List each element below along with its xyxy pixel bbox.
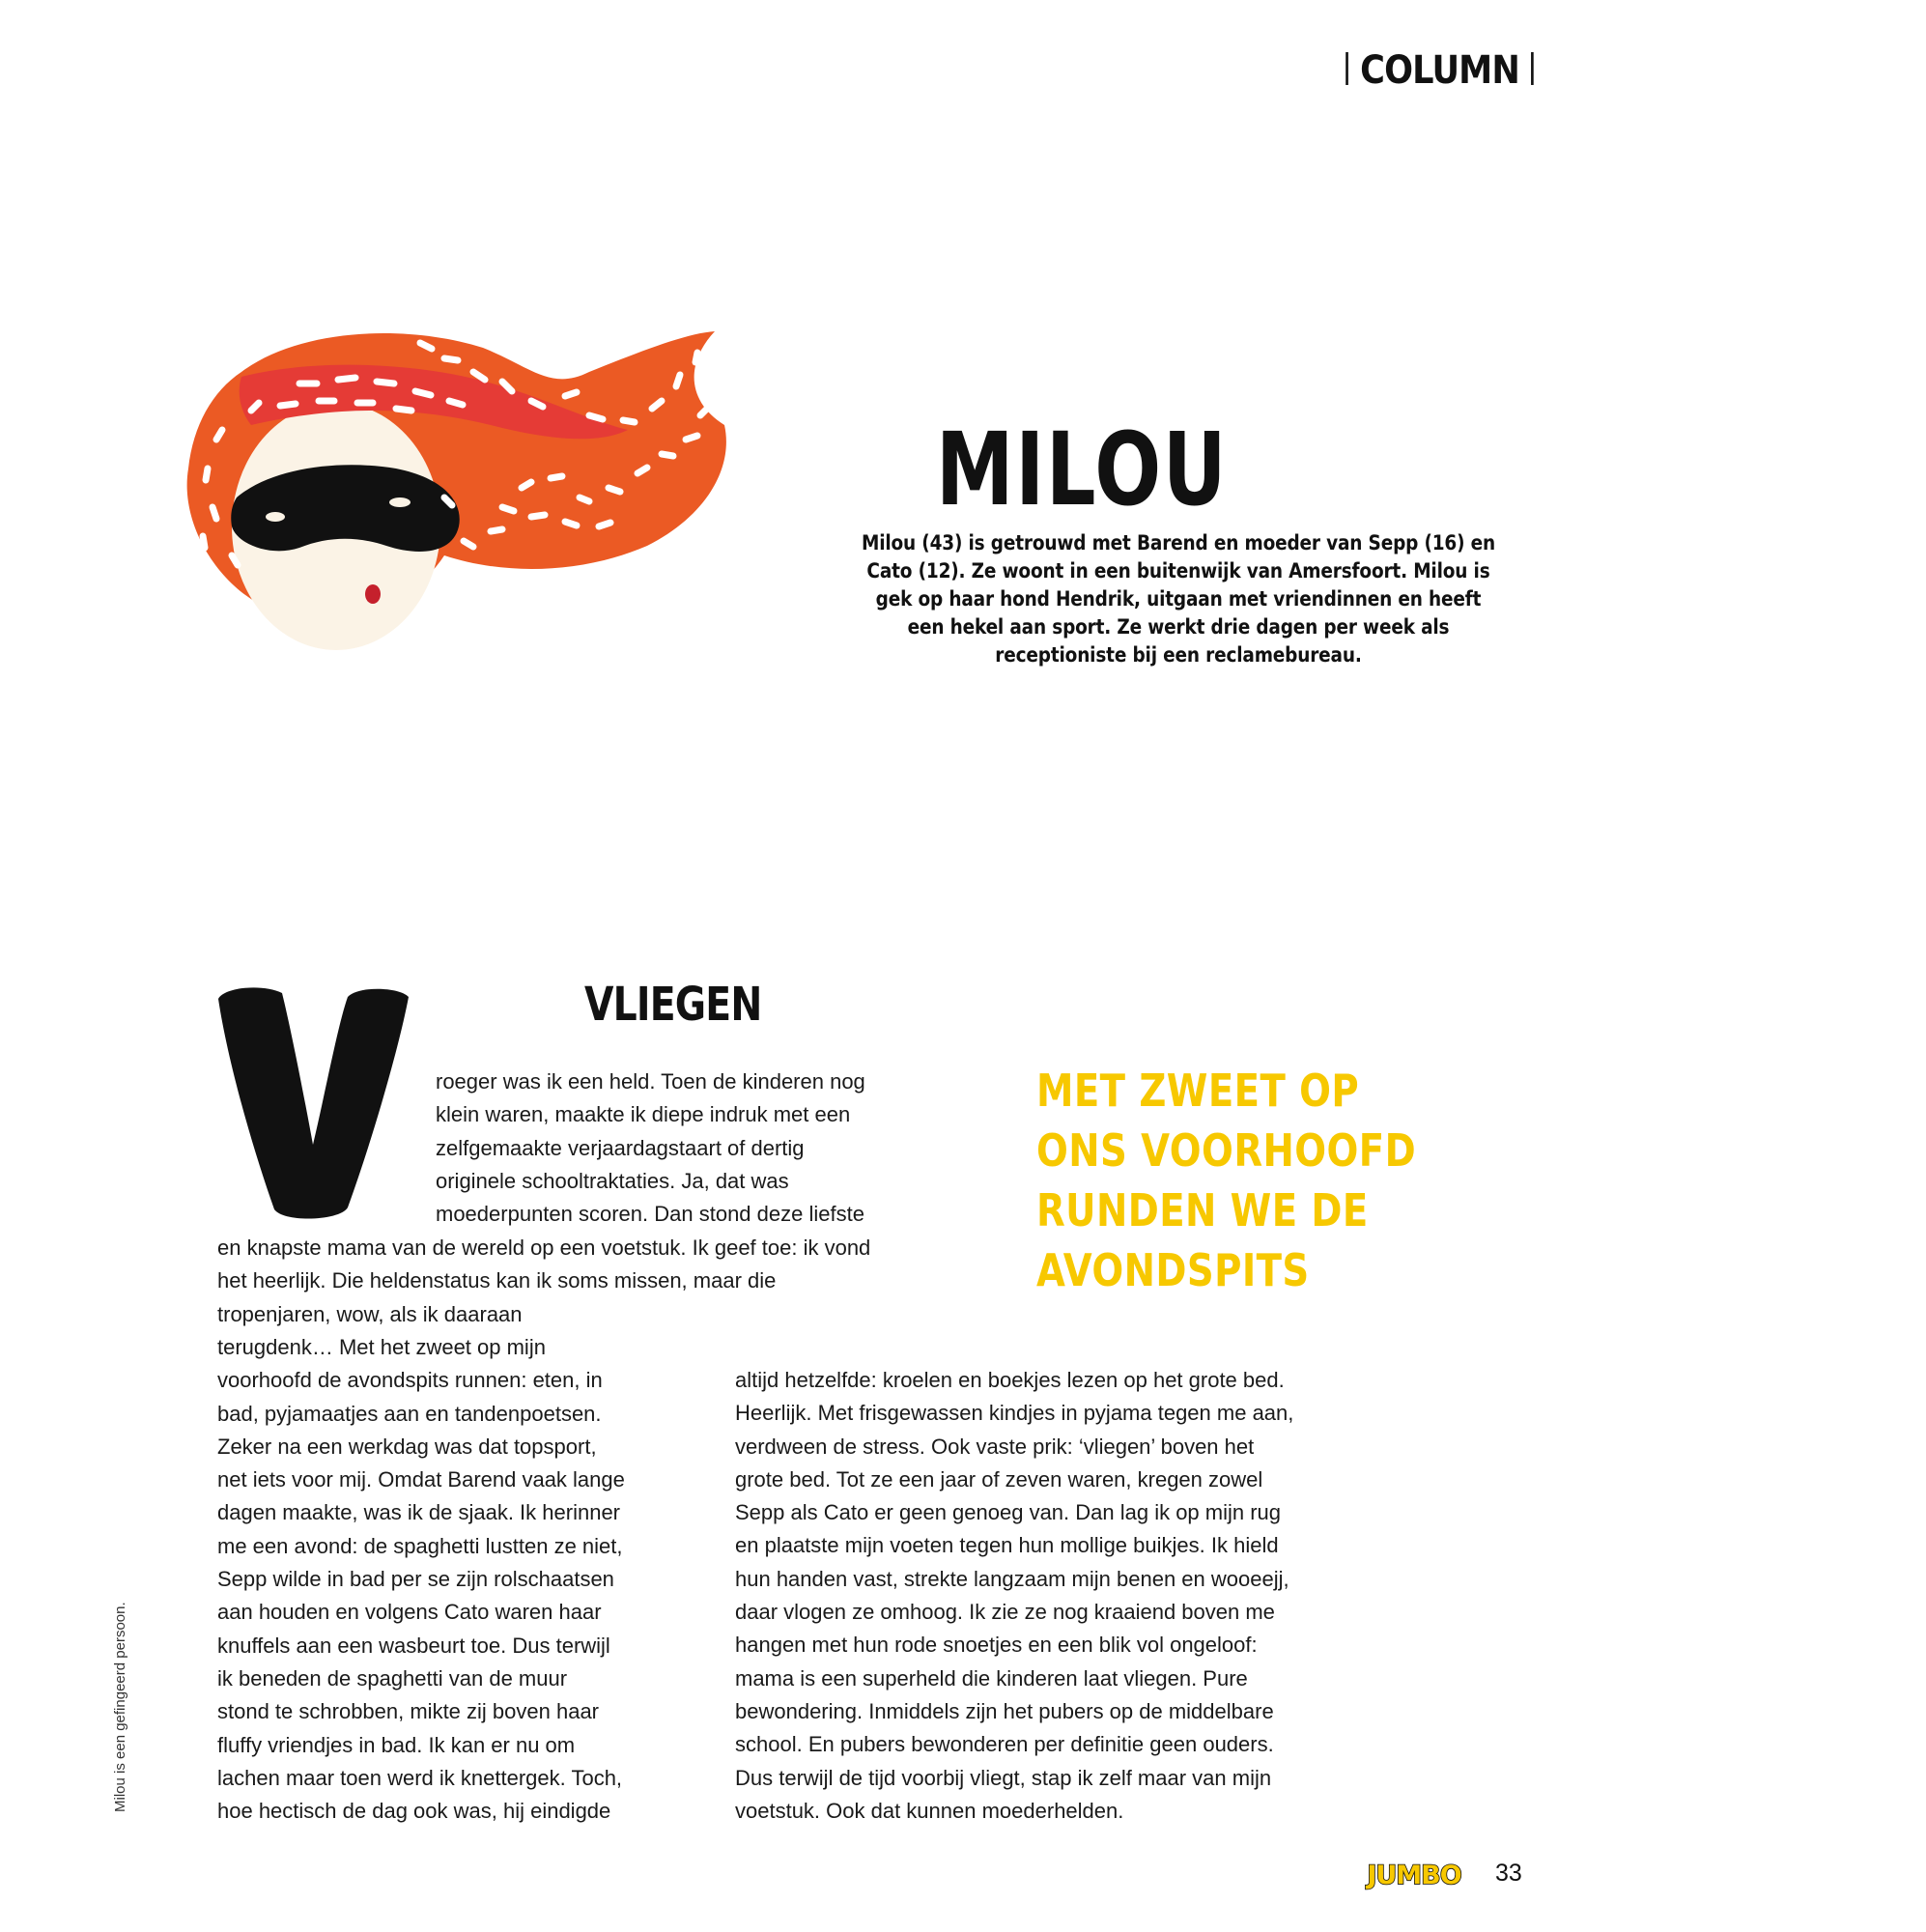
- svg-text:V: V: [214, 973, 225, 989]
- text-line: en knapste mama van de wereld op een voetstuk. Ik geef toe: ik vond: [217, 1236, 871, 1260]
- divider-right: [1531, 52, 1534, 85]
- text-line: Dus terwijl de tijd voorbij vliegt, stap ik zelf maar van mijn: [735, 1765, 1272, 1790]
- text-line: klein waren, maakte ik diepe indruk met een: [436, 1102, 851, 1127]
- text-line: voorhoofd de avondspits runnen: eten, in: [217, 1368, 603, 1393]
- text-line: school. En pubers bewonderen per definitie geen ouders.: [735, 1732, 1274, 1757]
- text-line: Sepp wilde in bad per se zijn rolschaatsen: [217, 1567, 614, 1592]
- bio-line: een hekel aan sport. Ze werkt drie dagen per week als: [907, 615, 1450, 639]
- text-line: knuffels aan een wasbeurt toe. Dus terwijl: [217, 1633, 610, 1658]
- article-left-column: [217, 1331, 625, 1828]
- text-line: bewondering. Inmiddels zijn het pubers op de middelbare: [735, 1698, 1274, 1723]
- text-line: hun handen vast, strekte langzaam mijn benen en wooeejj,: [735, 1566, 1289, 1591]
- profile-bio: [834, 529, 1523, 669]
- text-line: zelfgemaakte verjaardagstaart of dertig: [436, 1135, 805, 1160]
- text-line: aan houden en volgens Cato waren haar: [217, 1600, 602, 1625]
- pull-quote: [1036, 1061, 1416, 1300]
- text-line: lachen maar toen werd ik knettergek. Toch,: [217, 1765, 623, 1790]
- article-intro-continued: [217, 1232, 870, 1331]
- text-line: mama is een superheld die kinderen laat vliegen. Pure: [735, 1665, 1248, 1690]
- text-line: Heerlijk. Met frisgewassen kindjes in pyjama tegen me aan,: [735, 1401, 1294, 1426]
- text-line: me een avond: de spaghetti lustten ze niet,: [217, 1533, 623, 1558]
- text-line: bad, pyjamaatjes aan en tandenpoetsen.: [217, 1401, 602, 1426]
- svg-text:JUMBO: JUMBO: [1367, 1861, 1461, 1890]
- text-line: net iets voor mij. Omdat Barend vaak lange: [217, 1467, 625, 1492]
- article-right-column: [735, 1364, 1293, 1828]
- text-line: terugdenk… Met het zweet op mijn: [217, 1335, 546, 1359]
- text-line: fluffy vriendjes in bad. Ik kan er nu om: [217, 1732, 576, 1757]
- pull-quote-line: ONS VOORHOOFD: [1036, 1124, 1417, 1177]
- profile-name: MILOU: [935, 411, 1229, 528]
- bio-line: receptioniste bij een reclamebureau.: [995, 643, 1362, 668]
- text-line: moederpunten scoren. Dan stond deze liefste: [436, 1202, 864, 1227]
- article-intro: [436, 1065, 865, 1231]
- page-number: 33: [1495, 1860, 1522, 1887]
- bio-line: gek op haar hond Hendrik, uitgaan met vriendinnen en heeft: [875, 587, 1482, 611]
- text-line: originele schooltraktaties. Ja, dat was: [436, 1168, 789, 1193]
- text-line: Sepp als Cato er geen genoeg van. Dan lag ik op mijn rug: [735, 1500, 1282, 1525]
- disclaimer-note: Milou is een gefingeerd persoon.: [112, 1602, 128, 1812]
- text-line: roeger was ik een held. Toen de kinderen nog: [436, 1069, 865, 1094]
- text-line: tropenjaren, wow, als ik daaraan: [217, 1301, 523, 1326]
- pull-quote-line: AVONDSPITS: [1036, 1244, 1310, 1296]
- text-line: stond te schrobben, mikte zij boven haar: [217, 1699, 600, 1724]
- column-label-text: COLUMN: [1359, 48, 1519, 93]
- bio-line: Milou (43) is getrouwd met Barend en moeder van Sepp (16) en: [861, 531, 1496, 555]
- text-line: verdween de stress. Ook vaste prik: ‘vliegen’ boven het: [735, 1434, 1255, 1459]
- pull-quote-line: MET ZWEET OP: [1036, 1065, 1360, 1117]
- text-line: hoe hectisch de dag ook was, hij eindigde: [217, 1799, 611, 1824]
- pull-quote-line: RUNDEN WE DE: [1036, 1184, 1369, 1236]
- text-line: ik beneden de spaghetti van de muur: [217, 1665, 568, 1690]
- text-line: dagen maakte, was ik de sjaak. Ik herinner: [217, 1500, 621, 1525]
- bio-line: Cato (12). Ze woont in een buitenwijk van Amersfoort. Milou is: [866, 559, 1490, 583]
- text-line: grote bed. Tot ze een jaar of zeven waren, kregen zowel: [735, 1466, 1263, 1492]
- text-line: Zeker na een werkdag was dat topsport,: [217, 1434, 597, 1459]
- article-title: VLIEGEN: [584, 978, 762, 1032]
- text-line: en plaatste mijn voeten tegen hun mollige buikjes. Ik hield: [735, 1533, 1279, 1558]
- column-section-label: [1334, 48, 1545, 93]
- text-line: altijd hetzelfde: kroelen en boekjes lezen op het grote bed.: [735, 1368, 1285, 1392]
- text-line: hangen met hun rode snoetjes en een blik vol ongeloof:: [735, 1633, 1258, 1658]
- text-line: voetstuk. Ook dat kunnen moederhelden.: [735, 1798, 1124, 1823]
- jumbo-logo: [1360, 1858, 1468, 1890]
- letter-v-drop-cap: [214, 973, 412, 1222]
- text-line: het heerlijk. Die heldenstatus kan ik soms missen, maar die: [217, 1268, 777, 1293]
- divider-left: [1345, 52, 1348, 85]
- text-line: daar vlogen ze omhoog. Ik zie ze nog kraaiend boven me: [735, 1600, 1275, 1625]
